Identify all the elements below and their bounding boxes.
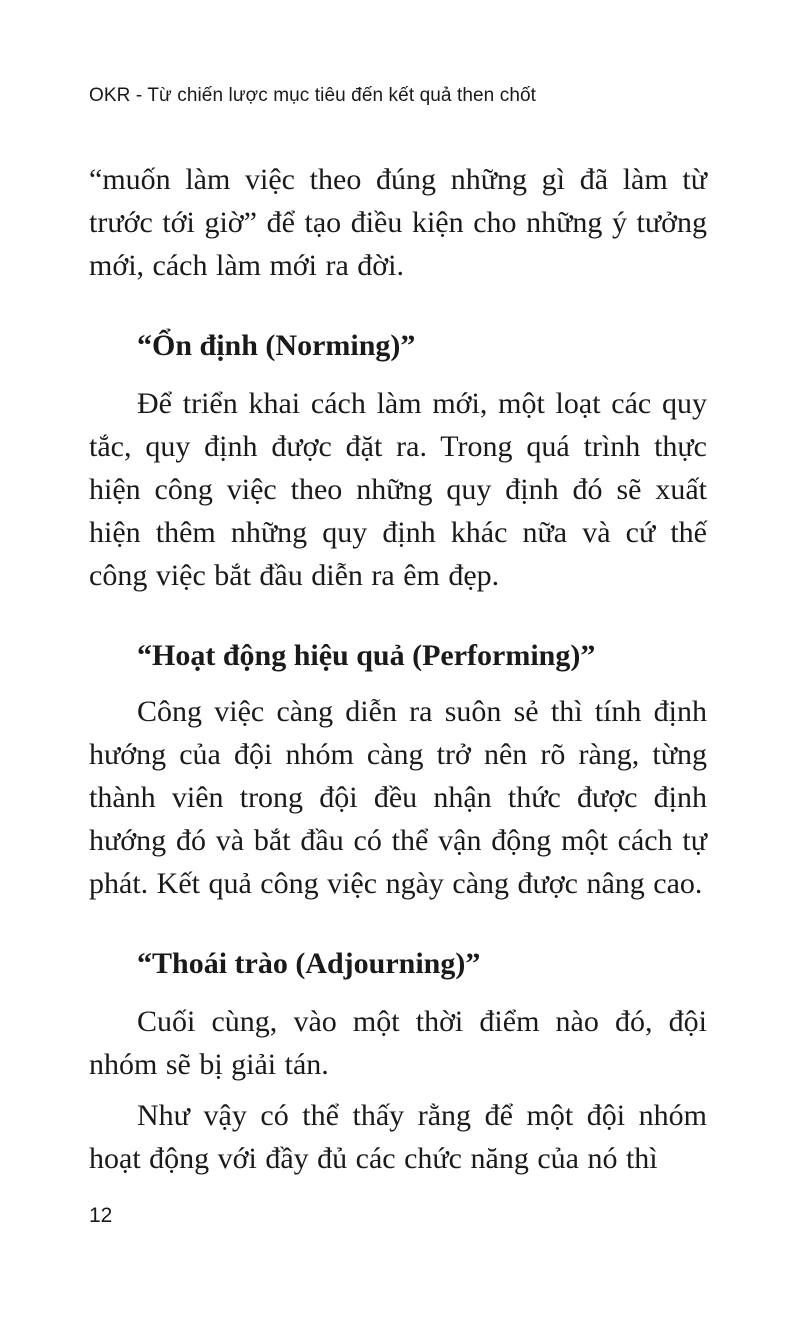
heading-norming: “Ổn định (Norming)”	[137, 329, 416, 362]
paragraph-performing: Công việc càng diễn ra suôn sẻ thì tính định hướng của đội nhóm càng trở nên rõ ràng, từng thành viên trong đội đều nhận thức được định hướng đó và bắt đầu có thể vận động một cách tự phát. Kết quả công việc ngày càng được nâng cao.	[89, 695, 707, 900]
paragraph-conclusion: Như vậy có thể thấy rằng để một đội nhóm hoạt động với đầy đủ các chức năng của nó thì	[89, 1099, 707, 1175]
paragraph-adjourning: Cuối cùng, vào một thời điểm nào đó, đội nhóm sẽ bị giải tán.	[89, 1005, 707, 1081]
page-number: 12	[89, 1204, 113, 1227]
paragraph-continuation: “muốn làm việc theo đúng những gì đã làm từ trước tới giờ” để tạo điều kiện cho những ý tưởng mới, cách làm mới ra đời.	[89, 163, 707, 282]
paragraph-norming: Để triển khai cách làm mới, một loạt các quy tắc, quy định được đặt ra. Trong quá trình thực hiện công việc theo những quy định đó sẽ xuất hiện thêm những quy định khác nữa và cứ thế công việc bắt đầu diễn ra êm đẹp.	[89, 387, 707, 592]
running-header: OKR - Từ chiến lược mục tiêu đến kết quả then chốt	[89, 85, 537, 106]
heading-adjourning: “Thoái trào (Adjourning)”	[137, 947, 481, 980]
heading-performing: “Hoạt động hiệu quả (Performing)”	[137, 639, 596, 672]
